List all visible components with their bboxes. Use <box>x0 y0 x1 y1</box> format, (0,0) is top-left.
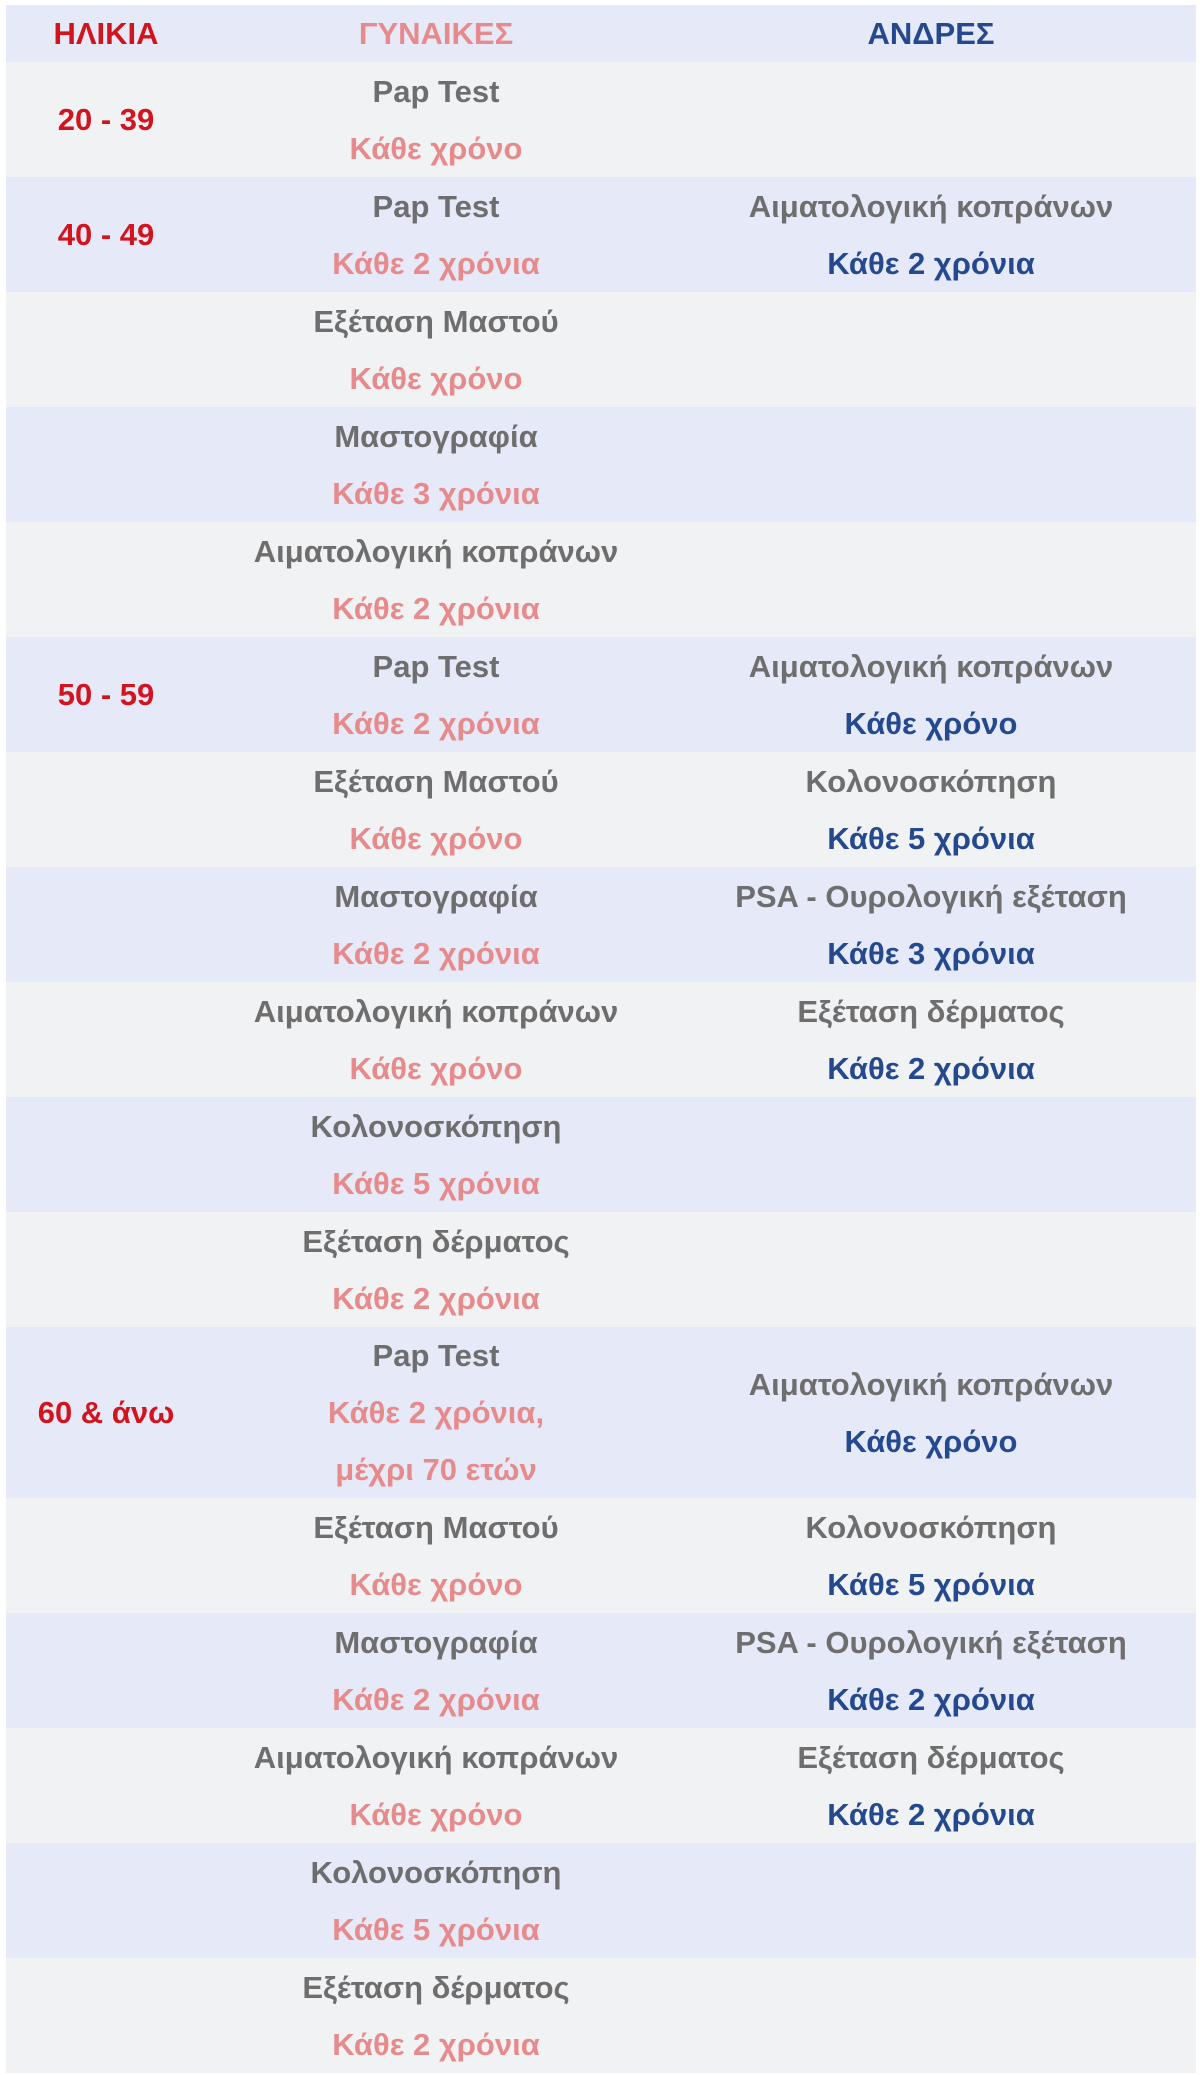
men-cell <box>666 982 1196 1097</box>
women-cell <box>206 1327 666 1498</box>
women-frequency: Κάθε 2 χρόνια, <box>327 1395 545 1430</box>
age-cell <box>6 1843 206 1958</box>
men-cell <box>666 62 1196 177</box>
men-test: Αιματολογική κοπράνων <box>748 1366 1114 1402</box>
men-test: Αιματολογική κοπράνων <box>748 188 1114 224</box>
women-frequency-note: μέχρι 70 ετών <box>335 1452 537 1487</box>
women-test: Pap Test <box>372 73 500 109</box>
women-frequency: Κάθε 5 χρόνια <box>332 1911 540 1947</box>
women-cell <box>206 1498 666 1613</box>
header-men: ΑΝΔΡΕΣ <box>867 15 995 51</box>
men-cell <box>666 1728 1196 1843</box>
screening-table <box>6 5 1196 2073</box>
women-frequency: Κάθε 5 χρόνια <box>332 1165 540 1201</box>
women-test: Εξέταση Μαστού <box>313 763 559 799</box>
age-cell <box>6 292 206 407</box>
men-test: Κολονοσκόπηση <box>805 1509 1057 1545</box>
age-cell: 50 - 59 <box>57 676 155 712</box>
table-row <box>6 1498 1196 1613</box>
women-frequency: Κάθε 2 χρόνια <box>332 2026 540 2062</box>
age-cell <box>6 982 206 1097</box>
age-cell <box>6 407 206 522</box>
women-frequency: Κάθε 3 χρόνια <box>332 475 540 511</box>
age-cell: 60 & άνω <box>37 1394 175 1430</box>
men-frequency: Κάθε χρόνο <box>844 1423 1018 1459</box>
women-frequency: Κάθε 2 χρόνια <box>332 1681 540 1717</box>
age-cell <box>6 1613 206 1728</box>
table-row <box>6 1958 1196 2073</box>
table-row <box>6 522 1196 637</box>
women-frequency: Κάθε 2 χρόνια <box>332 1280 540 1316</box>
women-test: Pap Test <box>372 188 500 224</box>
header-women-cell <box>206 5 666 62</box>
women-frequency: Κάθε 2 χρόνια <box>332 935 540 971</box>
men-cell <box>666 1958 1196 2073</box>
women-test: Μαστογραφία <box>334 418 538 454</box>
age-cell <box>6 1498 206 1613</box>
men-test: Εξέταση δέρματος <box>797 993 1065 1029</box>
women-cell <box>206 1212 666 1327</box>
women-cell <box>206 522 666 637</box>
table-row <box>6 407 1196 522</box>
women-cell <box>206 407 666 522</box>
women-test: Εξέταση δέρματος <box>302 1969 570 2005</box>
women-frequency: Κάθε 2 χρόνια <box>332 245 540 281</box>
men-cell <box>666 752 1196 867</box>
men-cell <box>666 867 1196 982</box>
men-cell <box>666 292 1196 407</box>
women-cell <box>206 752 666 867</box>
age-cell <box>6 752 206 867</box>
women-test: Pap Test <box>372 648 500 684</box>
men-frequency: Κάθε 2 χρόνια <box>827 1796 1035 1832</box>
women-test: Αιματολογική κοπράνων <box>253 993 619 1029</box>
women-cell <box>206 1613 666 1728</box>
women-test: Κολονοσκόπηση <box>310 1854 562 1890</box>
women-cell <box>206 637 666 752</box>
age-cell <box>6 867 206 982</box>
age-cell: 20 - 39 <box>57 101 155 137</box>
men-cell <box>666 1097 1196 1212</box>
women-cell <box>206 1097 666 1212</box>
header-men-cell <box>666 5 1196 62</box>
table-row <box>6 1097 1196 1212</box>
men-cell <box>666 407 1196 522</box>
table-row <box>6 1327 1196 1498</box>
table-row <box>6 637 1196 752</box>
women-cell <box>206 292 666 407</box>
table-row <box>6 982 1196 1097</box>
women-test: Εξέταση Μαστού <box>313 303 559 339</box>
women-frequency: Κάθε χρόνο <box>349 1566 523 1602</box>
women-cell <box>206 982 666 1097</box>
women-test: Αιματολογική κοπράνων <box>253 1739 619 1775</box>
table-row <box>6 177 1196 292</box>
women-test: Εξέταση Μαστού <box>313 1509 559 1545</box>
women-test: Εξέταση δέρματος <box>302 1223 570 1259</box>
men-cell <box>666 1613 1196 1728</box>
women-test: Μαστογραφία <box>334 878 538 914</box>
women-cell <box>206 177 666 292</box>
age-cell <box>6 1728 206 1843</box>
table-row <box>6 292 1196 407</box>
men-cell <box>666 1498 1196 1613</box>
men-frequency: Κάθε 2 χρόνια <box>827 245 1035 281</box>
table-row <box>6 867 1196 982</box>
table-row <box>6 62 1196 177</box>
women-frequency: Κάθε χρόνο <box>349 820 523 856</box>
age-cell <box>6 522 206 637</box>
men-cell <box>666 637 1196 752</box>
table-row <box>6 1613 1196 1728</box>
women-frequency: Κάθε χρόνο <box>349 1050 523 1086</box>
men-cell <box>666 1327 1196 1498</box>
age-cell <box>6 1212 206 1327</box>
men-frequency: Κάθε 5 χρόνια <box>827 820 1035 856</box>
header-age: ΗΛΙΚΙΑ <box>53 15 159 51</box>
table-row <box>6 752 1196 867</box>
women-test: Αιματολογική κοπράνων <box>253 533 619 569</box>
women-cell <box>206 62 666 177</box>
women-cell <box>206 1958 666 2073</box>
men-frequency: Κάθε 5 χρόνια <box>827 1566 1035 1602</box>
women-frequency: Κάθε 2 χρόνια <box>332 590 540 626</box>
men-cell <box>666 177 1196 292</box>
men-frequency: Κάθε 3 χρόνια <box>827 935 1035 971</box>
men-cell <box>666 1212 1196 1327</box>
table-header <box>6 5 1196 62</box>
men-frequency: Κάθε χρόνο <box>844 705 1018 741</box>
table-row <box>6 1212 1196 1327</box>
women-cell <box>206 1843 666 1958</box>
men-cell <box>666 522 1196 637</box>
women-cell <box>206 867 666 982</box>
women-frequency: Κάθε χρόνο <box>349 360 523 396</box>
men-test: Αιματολογική κοπράνων <box>748 648 1114 684</box>
men-test: Κολονοσκόπηση <box>805 763 1057 799</box>
women-cell <box>206 1728 666 1843</box>
women-frequency: Κάθε χρόνο <box>349 1796 523 1832</box>
table-row <box>6 1843 1196 1958</box>
women-frequency: Κάθε χρόνο <box>349 130 523 166</box>
women-frequency: Κάθε 2 χρόνια <box>332 705 540 741</box>
women-test: Μαστογραφία <box>334 1624 538 1660</box>
women-test: Κολονοσκόπηση <box>310 1108 562 1144</box>
header-women: ΓΥΝΑΙΚΕΣ <box>358 15 514 51</box>
men-test: Εξέταση δέρματος <box>797 1739 1065 1775</box>
men-test: PSA - Ουρολογική εξέταση <box>735 878 1127 914</box>
men-frequency: Κάθε 2 χρόνια <box>827 1681 1035 1717</box>
table-row <box>6 1728 1196 1843</box>
women-test: Pap Test <box>372 1338 500 1373</box>
age-cell <box>6 1097 206 1212</box>
men-test: PSA - Ουρολογική εξέταση <box>735 1624 1127 1660</box>
age-cell <box>6 1958 206 2073</box>
men-frequency: Κάθε 2 χρόνια <box>827 1050 1035 1086</box>
men-cell <box>666 1843 1196 1958</box>
age-cell: 40 - 49 <box>57 216 155 252</box>
header-age-cell <box>6 5 206 62</box>
